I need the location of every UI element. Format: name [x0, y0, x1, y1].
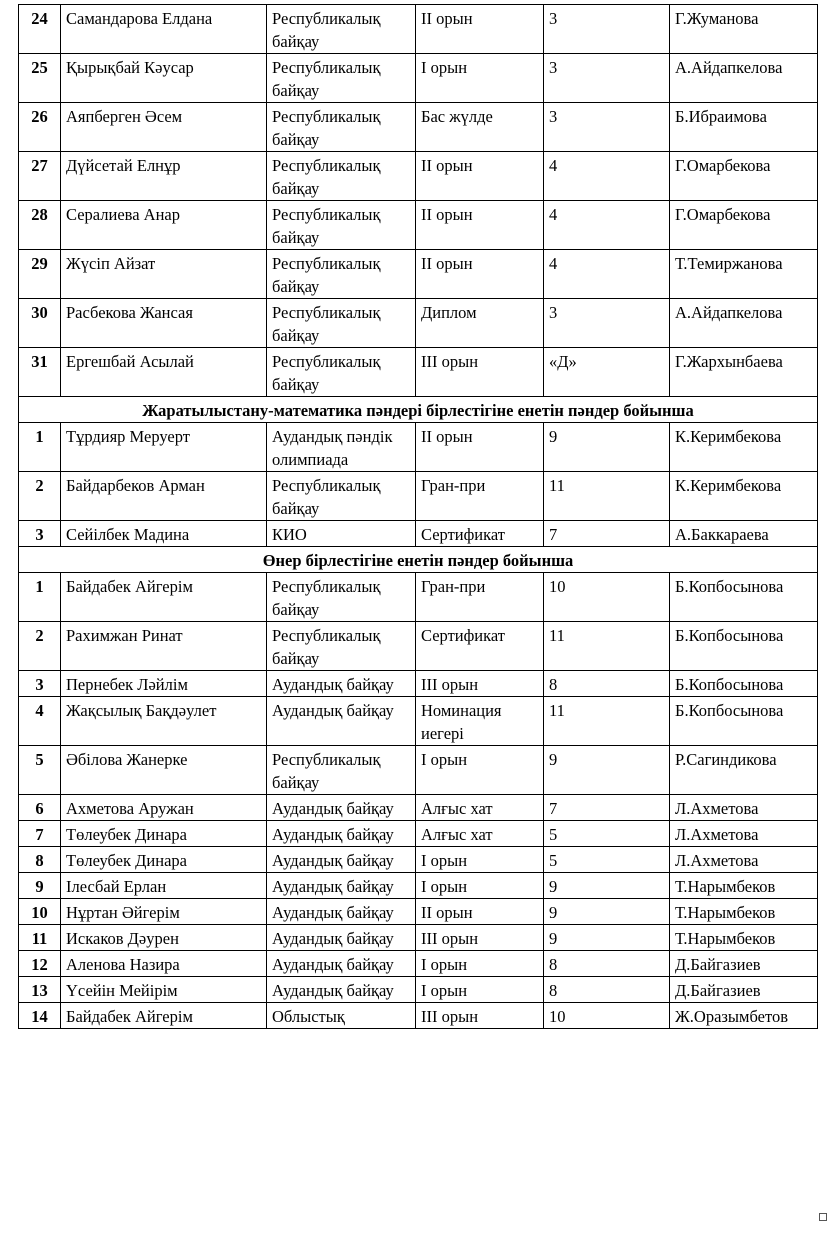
award-place: Гран-при	[416, 573, 544, 622]
grade: 9	[544, 423, 670, 472]
table-row	[19, 54, 818, 103]
award-place: I орын	[416, 873, 544, 899]
grade: 7	[544, 795, 670, 821]
grade: 3	[544, 299, 670, 348]
row-number: 5	[19, 746, 61, 795]
event-type: Республикалық байқау	[267, 5, 416, 54]
row-number: 25	[19, 54, 61, 103]
row-number: 9	[19, 873, 61, 899]
table-row	[19, 977, 818, 1003]
award-place: Номинация иегері	[416, 697, 544, 746]
row-number: 7	[19, 821, 61, 847]
teacher-name: Л.Ахметова	[670, 821, 818, 847]
event-type: Республикалық байқау	[267, 103, 416, 152]
grade: 8	[544, 977, 670, 1003]
row-number: 26	[19, 103, 61, 152]
award-place: I орын	[416, 54, 544, 103]
student-name: Искаков Дәурен	[61, 925, 267, 951]
teacher-name: Л.Ахметова	[670, 847, 818, 873]
grade: 4	[544, 152, 670, 201]
award-place: I орын	[416, 977, 544, 1003]
student-name: Байдабек Айгерім	[61, 573, 267, 622]
row-number: 13	[19, 977, 61, 1003]
event-type: Республикалық байқау	[267, 152, 416, 201]
teacher-name: А.Айдапкелова	[670, 54, 818, 103]
student-name: Әбілова Жанерке	[61, 746, 267, 795]
student-name: Жүсіп Айзат	[61, 250, 267, 299]
row-number: 3	[19, 521, 61, 547]
table-row	[19, 5, 818, 54]
section-title: Жаратылыстану-математика пәндері бірлестігіне енетін пәндер бойынша	[19, 397, 818, 423]
grade: 3	[544, 5, 670, 54]
table-row	[19, 573, 818, 622]
section-title: Өнер бірлестігіне енетін пәндер бойынша	[19, 547, 818, 573]
award-place: I орын	[416, 847, 544, 873]
award-place: III орын	[416, 671, 544, 697]
table-row	[19, 671, 818, 697]
grade: 10	[544, 573, 670, 622]
table-row	[19, 899, 818, 925]
table-row	[19, 622, 818, 671]
teacher-name: К.Керимбекова	[670, 423, 818, 472]
teacher-name: Р.Сагиндикова	[670, 746, 818, 795]
award-place: Гран-при	[416, 472, 544, 521]
table-resize-handle[interactable]	[819, 1213, 827, 1221]
event-type: Аудандық байқау	[267, 899, 416, 925]
student-name: Төлеубек Динара	[61, 821, 267, 847]
row-number: 28	[19, 201, 61, 250]
row-number: 29	[19, 250, 61, 299]
student-name: Рахимжан Ринат	[61, 622, 267, 671]
row-number: 2	[19, 472, 61, 521]
event-type: Аудандық байқау	[267, 795, 416, 821]
row-number: 2	[19, 622, 61, 671]
student-name: Расбекова Жансая	[61, 299, 267, 348]
event-type: КИО	[267, 521, 416, 547]
student-name: Ахметова Аружан	[61, 795, 267, 821]
student-name: Пернебек Ләйлім	[61, 671, 267, 697]
teacher-name: Б.Копбосынова	[670, 622, 818, 671]
table-row	[19, 472, 818, 521]
award-place: Алғыс хат	[416, 821, 544, 847]
grade: 7	[544, 521, 670, 547]
student-name: Дүйсетай Елнұр	[61, 152, 267, 201]
student-name: Тұрдияр Меруерт	[61, 423, 267, 472]
teacher-name: Б.Копбосынова	[670, 697, 818, 746]
table-row	[19, 847, 818, 873]
student-name: Жақсылық Бақдәулет	[61, 697, 267, 746]
grade: 3	[544, 54, 670, 103]
grade: 8	[544, 951, 670, 977]
grade: 4	[544, 201, 670, 250]
student-name: Самандарова Елдана	[61, 5, 267, 54]
event-type: Республикалық байқау	[267, 348, 416, 397]
table-row	[19, 1003, 818, 1029]
grade: 9	[544, 873, 670, 899]
teacher-name: Г.Омарбекова	[670, 152, 818, 201]
section-header-row	[19, 397, 818, 423]
teacher-name: Г.Жуманова	[670, 5, 818, 54]
teacher-name: А.Айдапкелова	[670, 299, 818, 348]
award-place: II орын	[416, 152, 544, 201]
event-type: Республикалық байқау	[267, 573, 416, 622]
row-number: 14	[19, 1003, 61, 1029]
award-place: III орын	[416, 925, 544, 951]
award-place: II орын	[416, 201, 544, 250]
event-type: Облыстық	[267, 1003, 416, 1029]
award-place: Бас жүлде	[416, 103, 544, 152]
event-type: Республикалық байқау	[267, 250, 416, 299]
student-name: Нұртан Әйгерім	[61, 899, 267, 925]
table-row	[19, 697, 818, 746]
student-name: Сейілбек Мадина	[61, 521, 267, 547]
row-number: 6	[19, 795, 61, 821]
award-place: Диплом	[416, 299, 544, 348]
grade: 10	[544, 1003, 670, 1029]
grade: 5	[544, 821, 670, 847]
table-row	[19, 521, 818, 547]
student-name: Аленова Назира	[61, 951, 267, 977]
event-type: Республикалық байқау	[267, 299, 416, 348]
student-name: Сералиева Анар	[61, 201, 267, 250]
table-row	[19, 103, 818, 152]
award-place: I орын	[416, 951, 544, 977]
row-number: 30	[19, 299, 61, 348]
teacher-name: Т.Нарымбеков	[670, 899, 818, 925]
table-row	[19, 299, 818, 348]
teacher-name: Д.Байгазиев	[670, 951, 818, 977]
row-number: 10	[19, 899, 61, 925]
table-row	[19, 873, 818, 899]
grade: 3	[544, 103, 670, 152]
event-type: Республикалық байқау	[267, 746, 416, 795]
teacher-name: Т.Темиржанова	[670, 250, 818, 299]
award-place: II орын	[416, 423, 544, 472]
teacher-name: К.Керимбекова	[670, 472, 818, 521]
award-place: Сертификат	[416, 622, 544, 671]
event-type: Аудандық байқау	[267, 821, 416, 847]
grade: 11	[544, 622, 670, 671]
award-place: II орын	[416, 250, 544, 299]
results-table-body	[19, 5, 818, 1029]
teacher-name: Б.Копбосынова	[670, 671, 818, 697]
row-number: 8	[19, 847, 61, 873]
award-place: Сертификат	[416, 521, 544, 547]
event-type: Аудандық байқау	[267, 977, 416, 1003]
table-row	[19, 925, 818, 951]
table-row	[19, 951, 818, 977]
grade: 5	[544, 847, 670, 873]
student-name: Төлеубек Динара	[61, 847, 267, 873]
event-type: Аудандық пәндік олимпиада	[267, 423, 416, 472]
teacher-name: А.Баккараева	[670, 521, 818, 547]
row-number: 4	[19, 697, 61, 746]
row-number: 1	[19, 423, 61, 472]
table-row	[19, 348, 818, 397]
event-type: Аудандық байқау	[267, 671, 416, 697]
student-name: Аяпберген Әсем	[61, 103, 267, 152]
event-type: Аудандық байқау	[267, 697, 416, 746]
section-header-row	[19, 547, 818, 573]
row-number: 27	[19, 152, 61, 201]
teacher-name: Т.Нарымбеков	[670, 873, 818, 899]
event-type: Аудандық байқау	[267, 847, 416, 873]
event-type: Республикалық байқау	[267, 201, 416, 250]
results-table	[18, 4, 818, 1029]
table-row	[19, 821, 818, 847]
teacher-name: Л.Ахметова	[670, 795, 818, 821]
table-row	[19, 152, 818, 201]
table-row	[19, 746, 818, 795]
award-place: III орын	[416, 348, 544, 397]
event-type: Республикалық байқау	[267, 472, 416, 521]
grade: 9	[544, 899, 670, 925]
row-number: 11	[19, 925, 61, 951]
student-name: Үсейін Мейірім	[61, 977, 267, 1003]
teacher-name: Г.Жархынбаева	[670, 348, 818, 397]
award-place: III орын	[416, 1003, 544, 1029]
teacher-name: Г.Омарбекова	[670, 201, 818, 250]
teacher-name: Б.Копбосынова	[670, 573, 818, 622]
student-name: Қырықбай Кәусар	[61, 54, 267, 103]
award-place: II орын	[416, 899, 544, 925]
row-number: 3	[19, 671, 61, 697]
grade: 11	[544, 472, 670, 521]
event-type: Аудандық байқау	[267, 951, 416, 977]
grade: «Д»	[544, 348, 670, 397]
grade: 8	[544, 671, 670, 697]
student-name: Ергешбай Асылай	[61, 348, 267, 397]
teacher-name: Т.Нарымбеков	[670, 925, 818, 951]
table-row	[19, 423, 818, 472]
table-row	[19, 201, 818, 250]
award-place: I орын	[416, 746, 544, 795]
event-type: Аудандық байқау	[267, 873, 416, 899]
student-name: Ілесбай Ерлан	[61, 873, 267, 899]
row-number: 31	[19, 348, 61, 397]
table-row	[19, 250, 818, 299]
grade: 11	[544, 697, 670, 746]
award-place: II орын	[416, 5, 544, 54]
row-number: 12	[19, 951, 61, 977]
grade: 9	[544, 746, 670, 795]
student-name: Байдабек Айгерім	[61, 1003, 267, 1029]
table-row	[19, 795, 818, 821]
grade: 4	[544, 250, 670, 299]
row-number: 1	[19, 573, 61, 622]
event-type: Республикалық байқау	[267, 622, 416, 671]
event-type: Республикалық байқау	[267, 54, 416, 103]
teacher-name: Ж.Оразымбетов	[670, 1003, 818, 1029]
row-number: 24	[19, 5, 61, 54]
teacher-name: Д.Байгазиев	[670, 977, 818, 1003]
teacher-name: Б.Ибраимова	[670, 103, 818, 152]
event-type: Аудандық байқау	[267, 925, 416, 951]
award-place: Алғыс хат	[416, 795, 544, 821]
grade: 9	[544, 925, 670, 951]
student-name: Байдарбеков Арман	[61, 472, 267, 521]
